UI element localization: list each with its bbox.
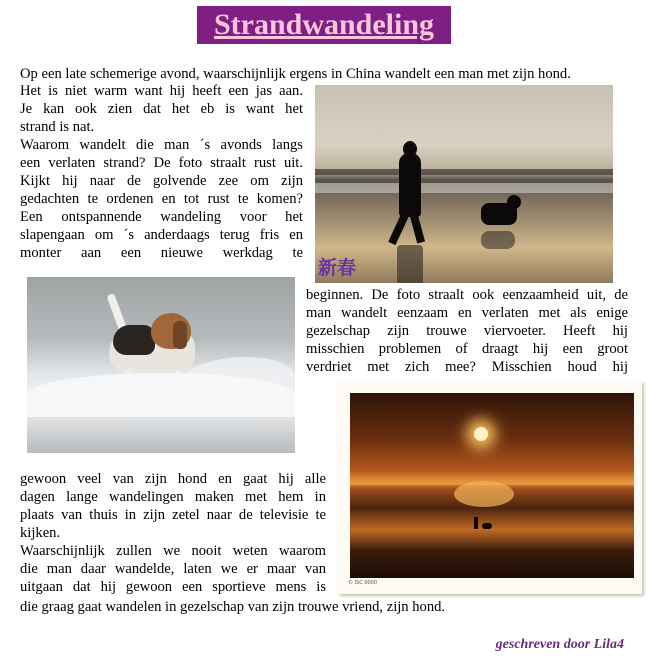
photo-stamp: 新春 bbox=[318, 257, 357, 279]
page-title: Strandwandeling bbox=[213, 8, 435, 41]
text-line: beginnen. De foto straalt ook eenzaamheid uit, de bbox=[306, 287, 628, 303]
text-line: Waarom wandelt die man ´s avonds langs bbox=[20, 137, 303, 153]
text-line: Je kan ook zien dat het eb is want het bbox=[20, 101, 303, 117]
text-line: Het is niet warm want hij heeft een jas aan. bbox=[20, 83, 303, 99]
text-line: Waarschijnlijk zullen we nooit weten waarom bbox=[20, 543, 326, 559]
text-line: Een ontspannende wandeling voor het bbox=[20, 209, 303, 225]
text-line: strand is nat. bbox=[20, 119, 95, 135]
distant-figure bbox=[474, 517, 478, 529]
intro-line: Op een late schemerige avond, waarschijnlijk ergens in China wandelt een man met zijn hond. bbox=[20, 66, 571, 82]
sun bbox=[474, 427, 488, 441]
text-line: gewoon veel van zijn hond en gaat hij alle bbox=[20, 471, 326, 487]
sunset-photo bbox=[350, 393, 634, 578]
beagle-waves-photo bbox=[27, 277, 295, 453]
title-banner bbox=[197, 6, 451, 44]
text-line: die man daar wandelde, laten we er maar van bbox=[20, 561, 326, 577]
beach-walk-photo bbox=[315, 85, 613, 283]
text-line: een verlaten strand? De foto straalt rust uit. bbox=[20, 155, 303, 171]
text-line: slapengaan om ´s anderdaags terug fris en bbox=[20, 227, 303, 243]
photo-caption: © ISC 0000 bbox=[348, 580, 378, 586]
text-line: dagen lange wandelingen maken met hem in bbox=[20, 489, 326, 505]
text-line: plaats van thuis in zijn zetel naar de televisie te bbox=[20, 507, 326, 523]
closing-line: die graag gaat wandelen in gezelschap van zijn trouwe vriend, zijn hond. bbox=[20, 599, 446, 615]
text-line: kijken. bbox=[20, 525, 61, 541]
text-line: Kijkt hij naar de golvende zee om zijn bbox=[20, 173, 303, 189]
author-signature: geschreven door Lila4 bbox=[495, 637, 624, 652]
text-line: misschien problemen of draagt hij een groot bbox=[306, 341, 628, 357]
text-line: man wandelt eenzaam en verlaten met als enige bbox=[306, 305, 628, 321]
text-line: gedachten te ordenen en tot rust te komen? bbox=[20, 191, 303, 207]
text-line: verdriet met zich mee? Misschien houd hij bbox=[306, 359, 628, 375]
text-line: uitgaan dat hij gewoon een sportieve mens is bbox=[20, 579, 326, 595]
text-line: gezelschap zijn trouwe viervoeter. Heeft hij bbox=[306, 323, 628, 339]
text-line: monter aan een nieuwe werkdag te bbox=[20, 245, 303, 261]
